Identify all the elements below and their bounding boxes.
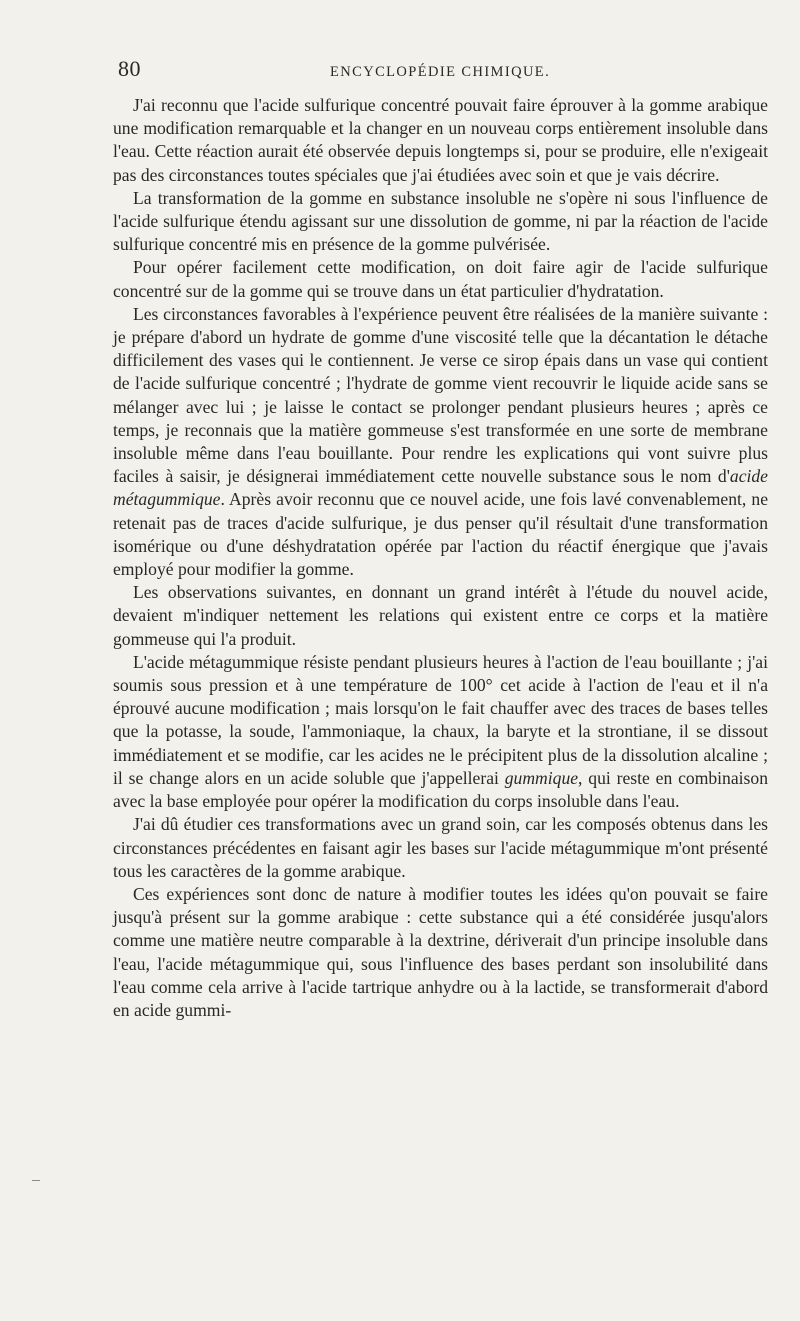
paragraph-text: L'acide métagummique résiste pendant plusieurs heures à l'action de l'eau bouillante ; j'ai soumis sous pression et à une température de 100° cet acide à l'action de l'eau et il n'a éprouvé aucune modification ; mais lorsqu'on le fait chauffer avec des traces de bases telles que la potasse, la soude, l'ammoniaque, la chaux, la baryte et la strontiane, il se dissout immédiatement et se modifie, car les acides ne le précipitent plus de la dissolution alcaline ; il se change alors en un acide soluble que j'appellerai: [113, 651, 768, 788]
page-number: 80: [118, 56, 141, 81]
paragraph: J'ai dû étudier ces transformations avec un grand soin, car les composés obtenus dans les circonstances précédentes en faisant agir les bases sur l'acide métagummique m'ont présenté tous les caractères de la gomme arabique.: [113, 814, 768, 881]
running-title: ENCYCLOPÉDIE CHIMIQUE.: [330, 64, 551, 80]
paragraph: J'ai reconnu que l'acide sulfurique concentré pouvait faire éprouver à la gomme arabique une modification remarquable et la changer en un nouveau corps entièrement insoluble dans l'eau. Cette réaction aurait été observée depuis longtemps si, pour se produire, elle n'exigeait pas des circonstances toutes spéciales que j'ai étudiées avec soin et que je vais décrire.: [113, 95, 768, 185]
page-header: [118, 56, 768, 84]
paragraph: [113, 303, 768, 581]
paragraph-text: . Après avoir reconnu que ce nouvel acide, une fois lavé convenablement, ne retenait pas de traces d'acide sulfurique, je dus penser qu'il résultait d'une transformation isomérique ou d'une déshydratation opérée par l'action du réactif énergique que j'avais employé pour modifier la gomme.: [113, 489, 768, 580]
body-text: [113, 94, 768, 1022]
paragraph: Ces expériences sont donc de nature à modifier toutes les idées qu'on pouvait se faire jusqu'à présent sur la gomme arabique : cette substance qui a été considérée jusqu'alors comme une matière neutre comparable à la dextrine, dériverait d'un principe insoluble dans l'eau, l'acide métagummique qui, sous l'influence des bases perdant son insolubilité dans l'eau comme cela arrive à l'acide tartrique anhydre ou à la lactide, se transformerait d'abord en acide gummi-: [113, 883, 768, 1020]
paragraph-text: , qui reste en combinaison avec la base employée pour opérer la modification du corps insoluble dans l'eau.: [113, 767, 768, 812]
paragraph: Pour opérer facilement cette modification, on doit faire agir de l'acide sulfurique concentré sur de la gomme qui se trouve dans un état particulier d'hydratation.: [113, 257, 768, 301]
italic-term: gummique: [504, 767, 579, 788]
margin-mark: [32, 1180, 40, 1181]
italic-term: acide métagummique: [113, 466, 768, 510]
paragraph: La transformation de la gomme en substance insoluble ne s'opère ni sous l'influence de l'acide sulfurique étendu agissant sur une dissolution de gomme, ni par la réaction de l'acide sulfurique concentré mis en présence de la gomme pulvérisée.: [113, 187, 768, 255]
paragraph-text: Les circonstances favorables à l'expérience peuvent être réalisées de la manière suivante : je prépare d'abord un hydrate de gomme d'une viscosité telle que la décantation le détache difficilement des vases qui le contiennent. Je verse ce sirop épais dans un vase qui contient de l'acide sulfurique concentré ; l'hydrate de gomme vient recouvrir le liquide acide sans se mélanger avec lui ; je laisse le contact se prolonger pendant plusieurs heures ; après ce temps, je reconnais que la matière gommeuse s'est transformée en une sorte de membrane insoluble même dans l'eau bouillante. Pour rendre les explications qui vont suivre plus faciles à saisir, je désignerai immédiatement cette nouvelle substance sous le nom d': [113, 303, 768, 487]
paragraph: [113, 651, 768, 813]
paragraph: Les observations suivantes, en donnant un grand intérêt à l'étude du nouvel acide, devaient m'indiquer nettement les relations qui existent entre ce corps et la matière gommeuse qui l'a produit.: [113, 582, 768, 649]
